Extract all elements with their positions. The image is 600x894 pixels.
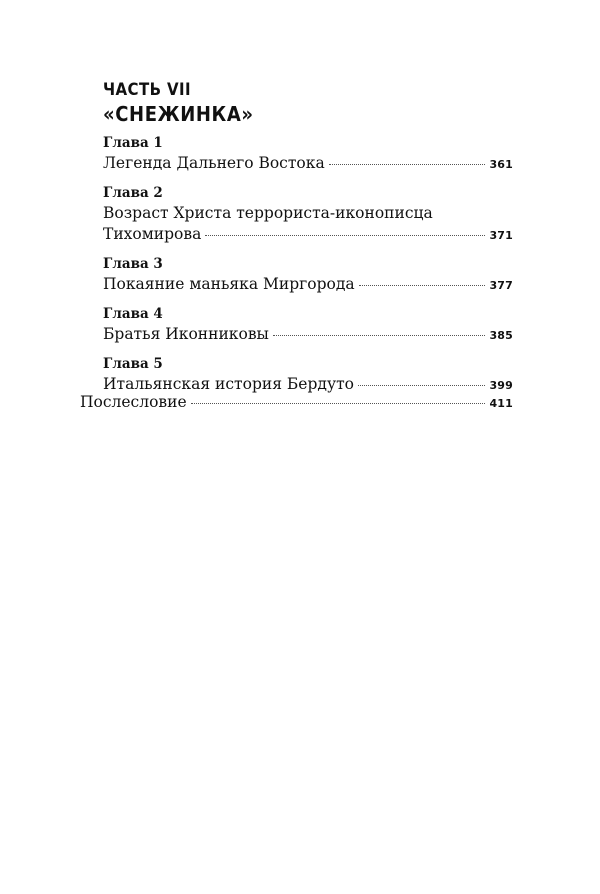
chapter-title: Покаяние маньяка Миргорода: [103, 275, 355, 293]
chapter-label: Глава 2: [103, 185, 163, 201]
chapter-label: Глава 5: [103, 356, 163, 372]
dot-leader: [273, 335, 486, 336]
chapter-title-line-2: Тихомирова: [103, 225, 202, 243]
part-title: «СНЕЖИНКА»: [103, 102, 254, 127]
toc-entry-line: [103, 274, 513, 296]
page-number: 377: [489, 279, 513, 292]
dot-leader: [191, 403, 486, 404]
dot-leader: [358, 385, 485, 386]
chapter-label: Глава 3: [103, 256, 163, 272]
page-number: 371: [489, 229, 513, 242]
chapter-title: Братья Иконниковы: [103, 325, 269, 343]
toc-entry-line: [103, 224, 513, 246]
toc-entry-line: [103, 203, 513, 224]
toc-chapter-3[interactable]: [103, 255, 513, 296]
chapter-title: Итальянская история Бердуто: [103, 375, 354, 393]
table-of-contents: [103, 134, 513, 405]
toc-chapter-5[interactable]: [103, 355, 513, 396]
afterword-title: Послесловие: [80, 393, 187, 411]
part-heading: [103, 76, 523, 128]
toc-chapter-4[interactable]: [103, 305, 513, 346]
toc-entry-line: [103, 153, 513, 175]
chapter-title: Легенда Дальнего Востока: [103, 154, 325, 172]
page-number: 385: [489, 329, 513, 342]
toc-chapter-2[interactable]: [103, 184, 513, 246]
toc-afterword[interactable]: [80, 392, 513, 414]
dot-leader: [359, 285, 486, 286]
chapter-label: Глава 4: [103, 306, 163, 322]
part-number: ЧАСТЬ VII: [103, 78, 191, 100]
toc-entry-line: [80, 392, 513, 414]
page-number: 399: [489, 379, 513, 392]
toc-entry-line: [103, 324, 513, 346]
chapter-title-line-1: Возраст Христа террориста-иконописца: [103, 204, 433, 222]
chapter-label: Глава 1: [103, 135, 163, 151]
page-number: 361: [489, 158, 513, 171]
page-number: 411: [489, 397, 513, 410]
dot-leader: [205, 235, 485, 236]
toc-chapter-1[interactable]: [103, 134, 513, 175]
dot-leader: [329, 164, 486, 165]
